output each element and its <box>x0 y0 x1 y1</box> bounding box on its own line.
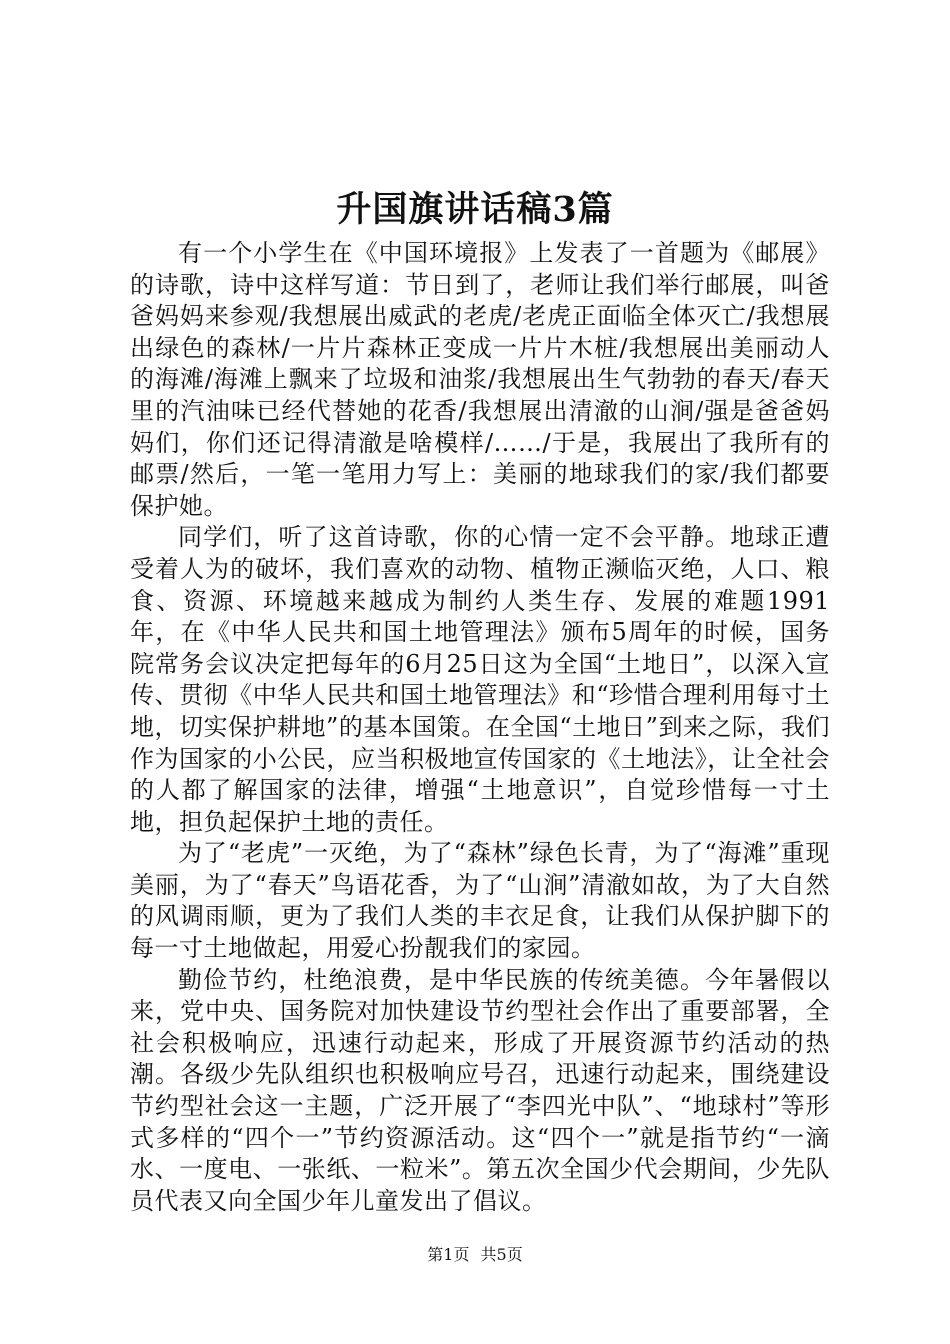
paragraph-2: 同学们，听了这首诗歌，你的心情一定不会平静。地球正遭受着人为的破坏，我们喜欢的动物、植物正濒临灭绝，人口、粮食、资源、环境越来越成为制约人类生存、发展的难题1991年，在《中华人民共和国土地管理法》颁布5周年的时候，国务院常务会议决定把每年的6月25日这为全国“土地日”，以深入宣传、贯彻《中华人民共和国土地管理法》和“珍惜合理利用每寸土地，切实保护耕地”的基本国策。在全国“土地日”到来之际，我们作为国家的小公民，应当积极地宣传国家的《土地法》，让全社会的人都了解国家的法律，增强“土地意识”，自觉珍惜每一寸土地，担负起保护土地的责任。 <box>130 523 830 836</box>
page-footer <box>0 1244 950 1266</box>
paragraph-4: 勤俭节约，杜绝浪费，是中华民族的传统美德。今年暑假以来，党中央、国务院对加快建设节约型社会作出了重要部署，全社会积极响应，迅速行动起来，形成了开展资源节约活动的热潮。各级少先队组织也积极响应号召，迅速行动起来，围绕建设节约型社会这一主题，广泛开展了“李四光中队”、“地球村”等形式多样的“四个一”节约资源活动。这“四个一”就是指节约“一滴水、一度电、一张纸、一粒米”。第五次全国少代会期间，少先队员代表又向全国少年儿童发出了倡议。 <box>130 965 830 1215</box>
document-title: 升国旗讲话稿3篇 <box>336 189 614 230</box>
paragraph-1: 有一个小学生在《中国环境报》上发表了一首题为《邮展》的诗歌，诗中这样写道：节日到了，老师让我们举行邮展，叫爸爸妈妈来参观/我想展出威武的老虎/老虎正面临全体灭亡/我想展出绿色的森林/一片片森林正变成一片片木桩/我想展出美丽动人的海滩/海滩上飘来了垃圾和油浆/我想展出生气勃勃的春天/春天里的汽油味已经代替她的花香/我想展出清澈的山涧/强是爸爸妈妈们，你们还记得清澈是啥模样/……/于是，我展出了我所有的邮票/然后，一笔一笔用力写上：美丽的地球我们的家/我们都要保护她。 <box>130 239 830 520</box>
paragraph-3: 为了“老虎”一灭绝，为了“森林”绿色长青，为了“海滩”重现美丽，为了“春天”鸟语花香，为了“山涧”清澈如故，为了大自然的风调雨顺，更为了我们人类的丰衣足食，让我们从保护脚下的每一寸土地做起，用爱心扮靓我们的家园。 <box>130 839 830 963</box>
page-number-current: 第1页 <box>427 1245 470 1264</box>
page-number-total: 共5页 <box>480 1245 523 1264</box>
document-body <box>130 238 830 1217</box>
